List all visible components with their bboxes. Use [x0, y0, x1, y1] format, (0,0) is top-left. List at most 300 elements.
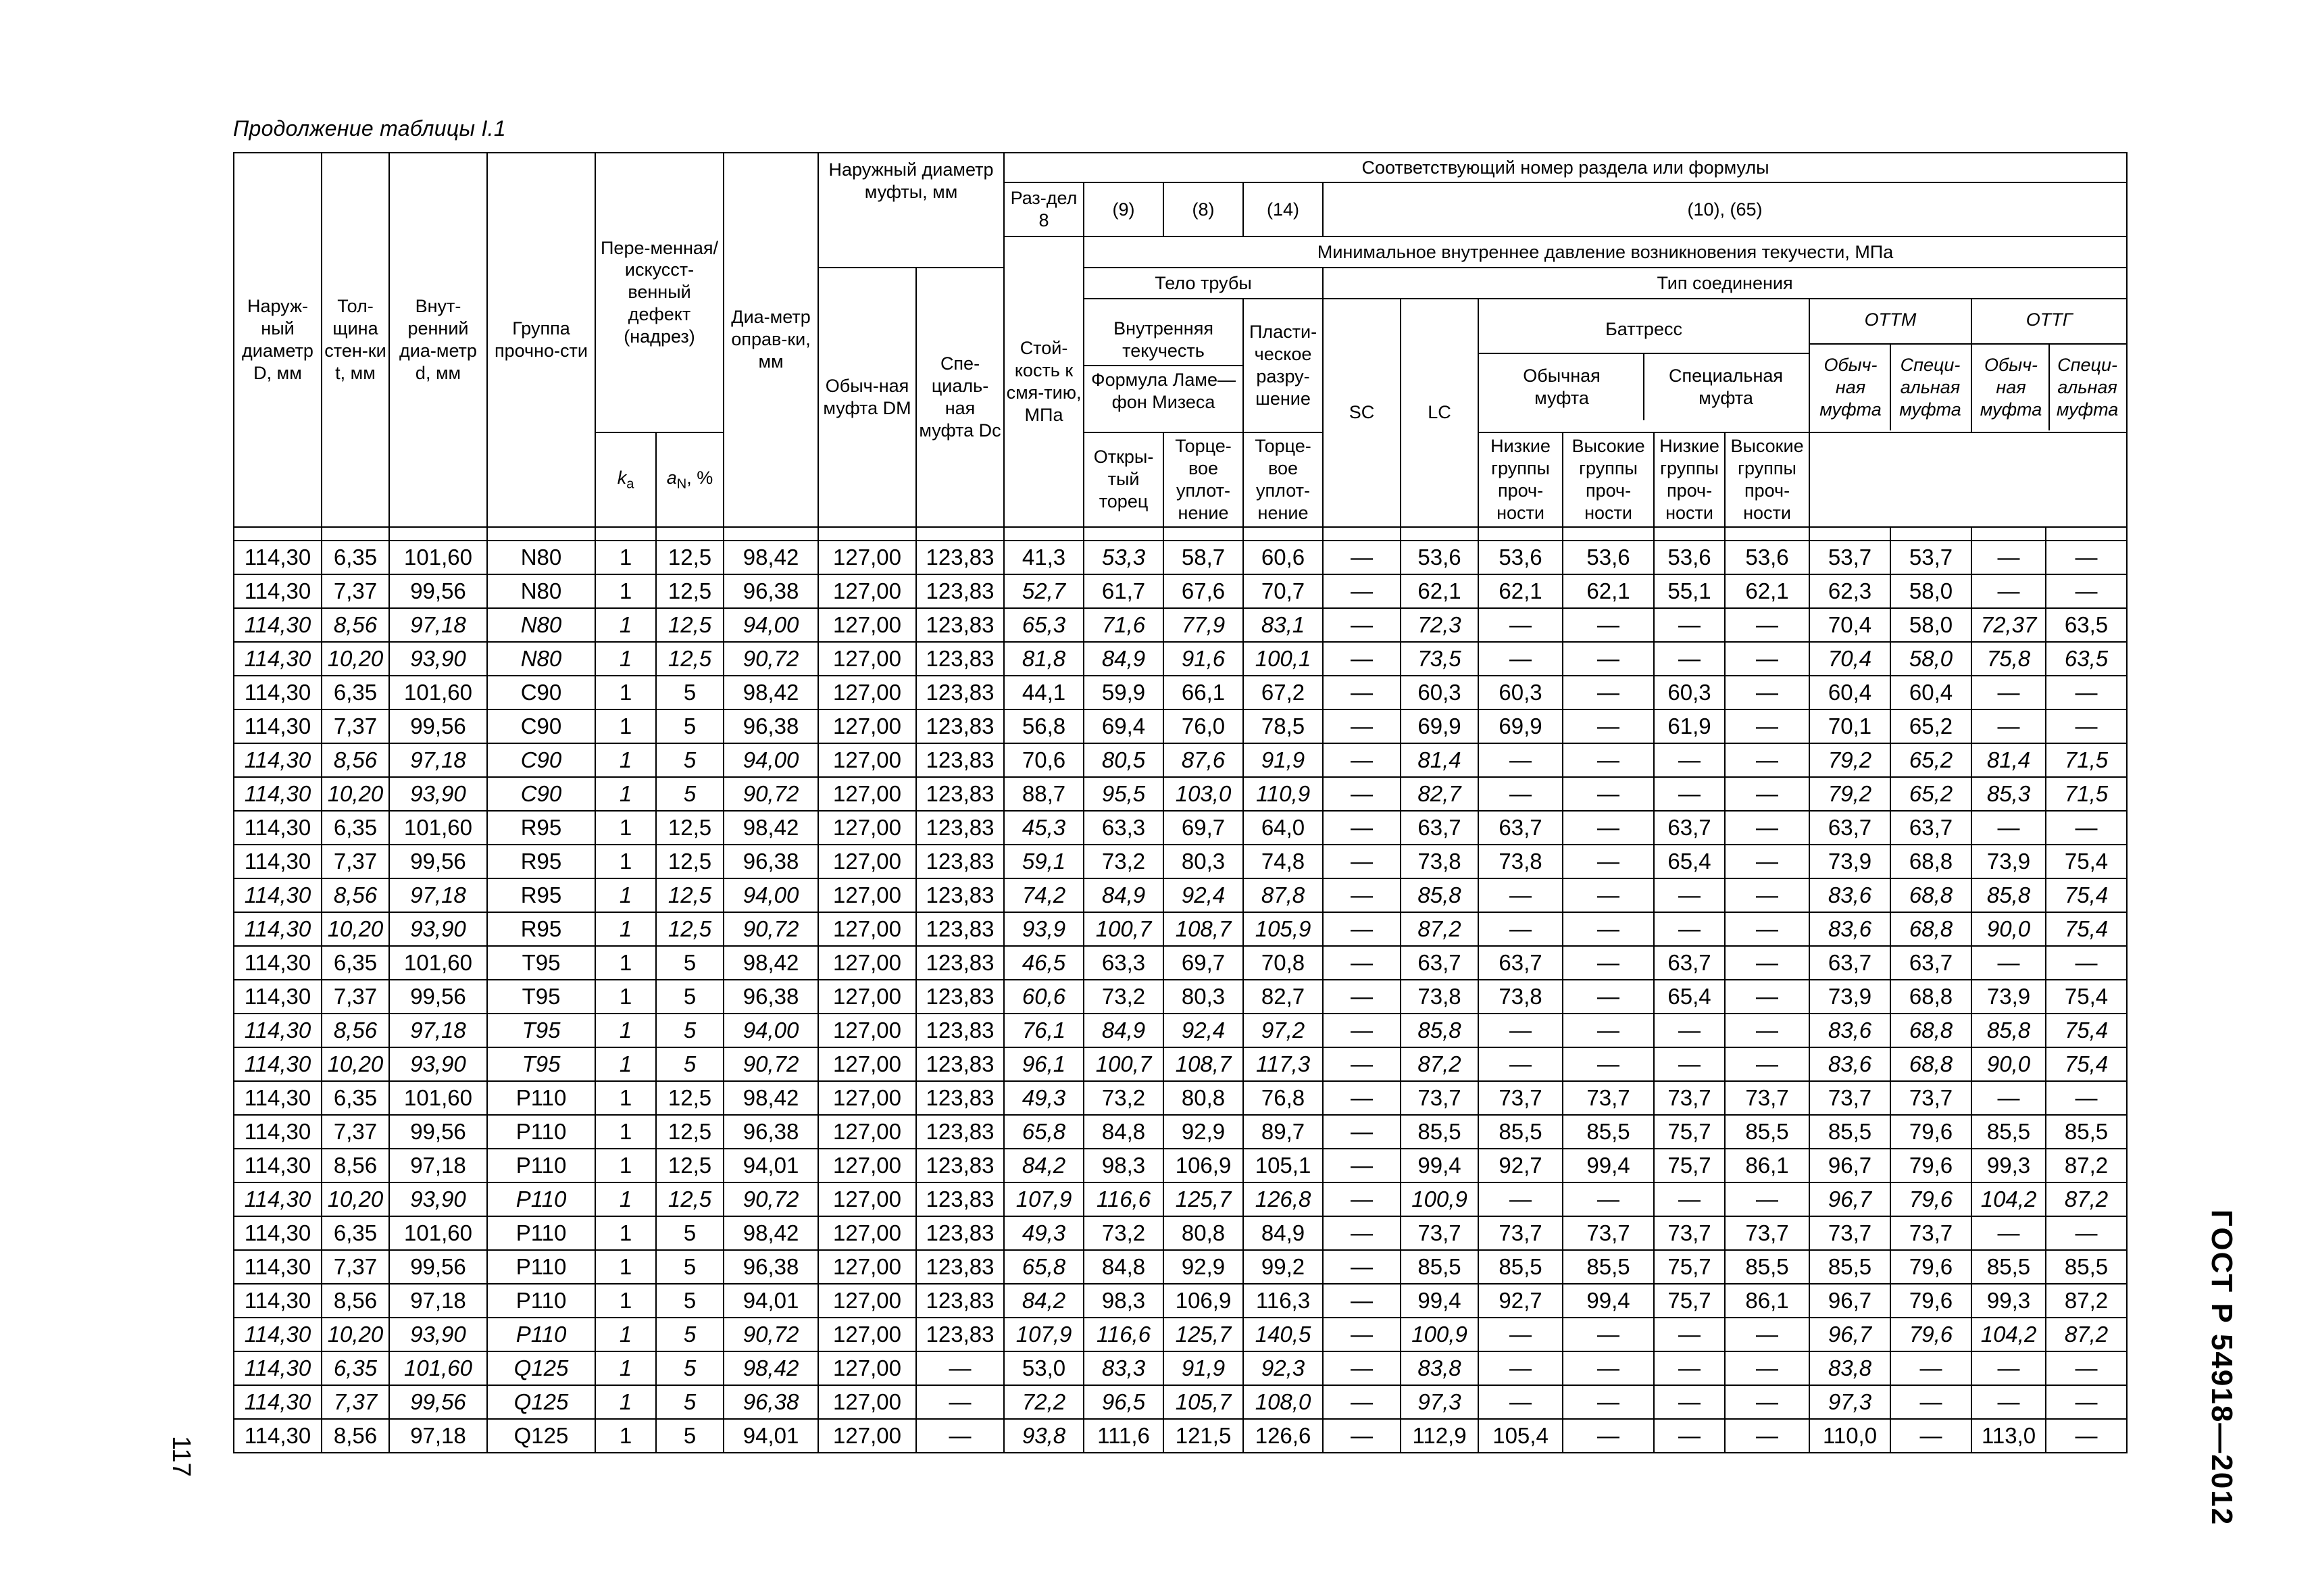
- table-cell: 83,3: [1084, 1351, 1163, 1385]
- table-cell: 1: [595, 541, 656, 574]
- table-cell: 114,30: [234, 1216, 322, 1250]
- table-row: [234, 1385, 2127, 1419]
- table-body: [234, 541, 2127, 1453]
- table-cell: 87,2: [2046, 1149, 2127, 1182]
- table-cell: 10,20: [322, 1318, 389, 1351]
- table-cell: —: [1654, 878, 1725, 912]
- table-cell: 114,30: [234, 642, 322, 676]
- table-cell: 87,2: [1401, 1047, 1478, 1081]
- table-cell: 127,00: [818, 1351, 916, 1385]
- table-cell: 114,30: [234, 1250, 322, 1284]
- table-cell: 73,8: [1478, 980, 1563, 1014]
- table-cell: P110: [487, 1149, 595, 1182]
- table-cell: —: [1478, 777, 1563, 811]
- table-cell: 53,6: [1563, 541, 1654, 574]
- table-cell: 60,3: [1478, 676, 1563, 709]
- table-cell: —: [1478, 642, 1563, 676]
- table-cell: 123,83: [916, 676, 1004, 709]
- header-buttress-label: Баттресс: [1479, 309, 1809, 354]
- table-cell: 114,30: [234, 1047, 322, 1081]
- table-cell: 106,9: [1163, 1284, 1243, 1318]
- table-cell: —: [1654, 1385, 1725, 1419]
- table-cell: T95: [487, 980, 595, 1014]
- table-cell: 93,8: [1004, 1419, 1084, 1453]
- table-cell: 1: [595, 709, 656, 743]
- table-cell: —: [1725, 1014, 1809, 1047]
- table-cell: 8,56: [322, 1419, 389, 1453]
- table-cell: 90,0: [1971, 912, 2046, 946]
- table-cell: —: [1725, 642, 1809, 676]
- table-cell: 1: [595, 743, 656, 777]
- table-cell: 127,00: [818, 574, 916, 608]
- table-cell: 73,7: [1809, 1081, 1890, 1115]
- table-cell: 87,2: [2046, 1182, 2127, 1216]
- table-cell: 6,35: [322, 1081, 389, 1115]
- table-cell: 5: [656, 1385, 724, 1419]
- table-cell: 45,3: [1004, 811, 1084, 845]
- table-cell: —: [1563, 676, 1654, 709]
- header-bt-special-low: Низкие группы проч-ности: [1654, 432, 1725, 527]
- table-cell: 61,9: [1654, 709, 1725, 743]
- table-cell: 97,18: [389, 1149, 487, 1182]
- table-cell: 5: [656, 777, 724, 811]
- table-cell: 114,30: [234, 608, 322, 642]
- table-cell: 83,8: [1809, 1351, 1890, 1385]
- table-cell: 1: [595, 1385, 656, 1419]
- table-cell: 84,9: [1243, 1216, 1323, 1250]
- table-cell: 96,38: [724, 1115, 818, 1149]
- table-cell: 114,30: [234, 1318, 322, 1351]
- table-cell: 73,7: [1809, 1216, 1890, 1250]
- table-cell: 63,7: [1478, 811, 1563, 845]
- table-cell: —: [1563, 1014, 1654, 1047]
- table-cell: 8,56: [322, 1149, 389, 1182]
- table-cell: —: [1890, 1385, 1971, 1419]
- header-internal-yield: [1084, 299, 1243, 432]
- table-cell: 63,3: [1084, 811, 1163, 845]
- table-cell: P110: [487, 1081, 595, 1115]
- table-cell: 126,6: [1243, 1419, 1323, 1453]
- table-cell: —: [1323, 642, 1401, 676]
- table-cell: 12,5: [656, 878, 724, 912]
- table-cell: 98,42: [724, 1216, 818, 1250]
- table-cell: 123,83: [916, 845, 1004, 878]
- table-cell: 58,0: [1890, 574, 1971, 608]
- table-cell: 1: [595, 1115, 656, 1149]
- table-cell: 96,38: [724, 709, 818, 743]
- table-cell: 123,83: [916, 1014, 1004, 1047]
- table-cell: —: [1563, 1351, 1654, 1385]
- table-cell: 99,4: [1401, 1149, 1478, 1182]
- table-cell: 79,6: [1890, 1149, 1971, 1182]
- header-buttress-regular: Обычная муфта: [1480, 354, 1644, 420]
- table-cell: 1: [595, 1318, 656, 1351]
- table-cell: 12,5: [656, 608, 724, 642]
- table-cell: 53,3: [1084, 541, 1163, 574]
- table-cell: —: [2046, 709, 2127, 743]
- table-cell: 123,83: [916, 608, 1004, 642]
- table-cell: 65,3: [1004, 608, 1084, 642]
- table-cell: 90,72: [724, 642, 818, 676]
- header-ottm-label: ОТТМ: [1810, 299, 1971, 345]
- table-cell: 85,8: [1971, 1014, 2046, 1047]
- table-cell: T95: [487, 1047, 595, 1081]
- table-cell: 81,4: [1971, 743, 2046, 777]
- table-cell: —: [1654, 1419, 1725, 1453]
- table-cell: 65,4: [1654, 980, 1725, 1014]
- table-cell: 98,42: [724, 1081, 818, 1115]
- table-cell: 80,8: [1163, 1081, 1243, 1115]
- header-spacer-row: [234, 527, 2127, 541]
- table-cell: N80: [487, 541, 595, 574]
- table-cell: 127,00: [818, 1149, 916, 1182]
- table-cell: —: [1654, 743, 1725, 777]
- table-cell: 110,0: [1809, 1419, 1890, 1453]
- table-cell: 127,00: [818, 1081, 916, 1115]
- table-cell: —: [1323, 1115, 1401, 1149]
- table-cell: 127,00: [818, 1216, 916, 1250]
- table-cell: —: [1725, 946, 1809, 980]
- header-ottg-special: Специ-альная муфта: [2056, 354, 2119, 420]
- table-cell: 49,3: [1004, 1216, 1084, 1250]
- table-cell: —: [1563, 1047, 1654, 1081]
- table-cell: 99,56: [389, 1250, 487, 1284]
- table-cell: 108,7: [1163, 912, 1243, 946]
- table-cell: —: [1971, 541, 2046, 574]
- table-caption: Продолжение таблицы I.1: [233, 116, 506, 141]
- header-drift-diameter: Диа-метр оправ-ки, мм: [724, 153, 818, 527]
- table-cell: —: [1971, 676, 2046, 709]
- table-cell: 97,3: [1401, 1385, 1478, 1419]
- table-cell: 85,5: [1725, 1115, 1809, 1149]
- table-cell: 1: [595, 608, 656, 642]
- header-collapse-resistance: Стой-кость к смя-тию, МПа: [1004, 236, 1084, 527]
- table-cell: 73,8: [1401, 980, 1478, 1014]
- table-cell: 59,1: [1004, 845, 1084, 878]
- table-cell: —: [1725, 845, 1809, 878]
- table-cell: 6,35: [322, 1216, 389, 1250]
- table-cell: 5: [656, 946, 724, 980]
- table-cell: 75,7: [1654, 1250, 1725, 1284]
- table-cell: —: [1563, 912, 1654, 946]
- table-cell: 99,56: [389, 1115, 487, 1149]
- table-cell: 72,37: [1971, 608, 2046, 642]
- table-cell: 68,8: [1890, 980, 1971, 1014]
- table-cell: 62,3: [1809, 574, 1890, 608]
- table-cell: 69,9: [1401, 709, 1478, 743]
- table-cell: 84,2: [1004, 1284, 1084, 1318]
- table-cell: —: [1654, 1014, 1725, 1047]
- table-cell: 7,37: [322, 1250, 389, 1284]
- table-cell: —: [1323, 1014, 1401, 1047]
- header-ottg: [1971, 299, 2127, 432]
- table-cell: —: [1323, 1216, 1401, 1250]
- table-cell: 1: [595, 912, 656, 946]
- table-row: [234, 980, 2127, 1014]
- table-cell: 59,9: [1084, 676, 1163, 709]
- table-cell: 114,30: [234, 1284, 322, 1318]
- table-cell: 94,00: [724, 878, 818, 912]
- table-cell: 75,7: [1654, 1149, 1725, 1182]
- table-cell: R95: [487, 845, 595, 878]
- table-cell: 98,42: [724, 541, 818, 574]
- table-cell: 68,8: [1890, 1047, 1971, 1081]
- table-cell: 10,20: [322, 912, 389, 946]
- table-cell: 60,6: [1004, 980, 1084, 1014]
- table-cell: 123,83: [916, 946, 1004, 980]
- table-cell: 98,42: [724, 946, 818, 980]
- table-cell: 1: [595, 1284, 656, 1318]
- table-cell: 127,00: [818, 878, 916, 912]
- table-cell: —: [1563, 1419, 1654, 1453]
- table-cell: —: [916, 1351, 1004, 1385]
- table-cell: 99,4: [1563, 1149, 1654, 1182]
- table-cell: 8,56: [322, 608, 389, 642]
- table-cell: —: [2046, 1385, 2127, 1419]
- header-regular-coupling: Обыч-ная муфта DM: [818, 268, 916, 527]
- table-cell: 114,30: [234, 980, 322, 1014]
- table-cell: 97,18: [389, 1284, 487, 1318]
- table-cell: N80: [487, 608, 595, 642]
- table-cell: 99,56: [389, 845, 487, 878]
- table-cell: —: [1654, 608, 1725, 642]
- table-cell: 127,00: [818, 811, 916, 845]
- table-cell: 114,30: [234, 777, 322, 811]
- table-cell: —: [1563, 642, 1654, 676]
- table-cell: —: [1725, 1351, 1809, 1385]
- table-cell: 87,8: [1243, 878, 1323, 912]
- table-cell: 81,8: [1004, 642, 1084, 676]
- table-cell: 85,5: [2046, 1250, 2127, 1284]
- table-cell: 10,20: [322, 777, 389, 811]
- table-cell: 104,2: [1971, 1182, 2046, 1216]
- table-cell: 70,7: [1243, 574, 1323, 608]
- table-cell: 114,30: [234, 1385, 322, 1419]
- table-cell: —: [1478, 1318, 1563, 1351]
- table-cell: 97,2: [1243, 1014, 1323, 1047]
- table-cell: 67,2: [1243, 676, 1323, 709]
- table-cell: 7,37: [322, 845, 389, 878]
- table-cell: 69,4: [1084, 709, 1163, 743]
- table-cell: —: [1323, 777, 1401, 811]
- header-end-seal-plastic: Торце-вое уплот-нение: [1243, 432, 1323, 527]
- table-cell: 90,72: [724, 777, 818, 811]
- table-cell: 12,5: [656, 845, 724, 878]
- table-cell: 104,2: [1971, 1318, 2046, 1351]
- table-cell: 46,5: [1004, 946, 1084, 980]
- table-cell: —: [1323, 845, 1401, 878]
- table-row: [234, 743, 2127, 777]
- table-cell: 111,6: [1084, 1419, 1163, 1453]
- table-cell: 125,7: [1163, 1318, 1243, 1351]
- table-cell: 73,2: [1084, 1081, 1163, 1115]
- table-cell: 93,90: [389, 1182, 487, 1216]
- table-cell: 63,7: [1890, 811, 1971, 845]
- table-cell: 66,1: [1163, 676, 1243, 709]
- table-cell: 85,5: [1971, 1115, 2046, 1149]
- table-cell: —: [1478, 912, 1563, 946]
- table-cell: 68,8: [1890, 845, 1971, 878]
- table-cell: 98,42: [724, 1351, 818, 1385]
- table-cell: 53,6: [1654, 541, 1725, 574]
- table-cell: 80,3: [1163, 980, 1243, 1014]
- table-cell: 123,83: [916, 1216, 1004, 1250]
- table-cell: 87,2: [2046, 1284, 2127, 1318]
- table-cell: —: [1654, 912, 1725, 946]
- table-cell: 94,00: [724, 608, 818, 642]
- table-cell: 114,30: [234, 1149, 322, 1182]
- table-cell: 90,0: [1971, 1047, 2046, 1081]
- table-cell: 114,30: [234, 811, 322, 845]
- table-cell: 96,5: [1084, 1385, 1163, 1419]
- table-cell: 123,83: [916, 912, 1004, 946]
- table-cell: 75,4: [2046, 980, 2127, 1014]
- table-cell: 73,2: [1084, 845, 1163, 878]
- header-internal-yield-label: Внутренняя текучесть: [1084, 318, 1242, 366]
- table-cell: —: [1654, 1318, 1725, 1351]
- table-cell: 62,1: [1563, 574, 1654, 608]
- table-cell: 85,5: [1809, 1115, 1890, 1149]
- table-cell: 73,7: [1725, 1081, 1809, 1115]
- table-cell: 44,1: [1004, 676, 1084, 709]
- table-cell: 1: [595, 878, 656, 912]
- table-cell: 84,8: [1084, 1250, 1163, 1284]
- header-end-seal: Торце-вое уплот-нение: [1163, 432, 1243, 527]
- table-cell: —: [2046, 541, 2127, 574]
- table-cell: 63,3: [1084, 946, 1163, 980]
- table-cell: C90: [487, 777, 595, 811]
- table-cell: 107,9: [1004, 1182, 1084, 1216]
- table-cell: 64,0: [1243, 811, 1323, 845]
- table-cell: 62,1: [1401, 574, 1478, 608]
- table-cell: 127,00: [818, 1047, 916, 1081]
- table-cell: —: [1563, 946, 1654, 980]
- table-cell: —: [916, 1385, 1004, 1419]
- table-cell: 91,6: [1163, 642, 1243, 676]
- table-cell: —: [1478, 1385, 1563, 1419]
- header-sc: SC: [1323, 299, 1401, 527]
- header-bt-regular-high: Высокие группы проч-ности: [1563, 432, 1654, 527]
- table-cell: 106,9: [1163, 1149, 1243, 1182]
- table-cell: 126,8: [1243, 1182, 1323, 1216]
- table-cell: —: [1563, 811, 1654, 845]
- table-cell: 1: [595, 1182, 656, 1216]
- table-cell: 127,00: [818, 980, 916, 1014]
- table-cell: —: [1323, 676, 1401, 709]
- table-cell: —: [1478, 878, 1563, 912]
- table-cell: 127,00: [818, 743, 916, 777]
- header-buttress-special: Специальная муфта: [1668, 366, 1784, 409]
- table-cell: —: [1725, 912, 1809, 946]
- table-cell: 65,2: [1890, 743, 1971, 777]
- table-cell: —: [1323, 709, 1401, 743]
- table-cell: 100,9: [1401, 1318, 1478, 1351]
- table-cell: 85,5: [1478, 1115, 1563, 1149]
- table-cell: 60,4: [1890, 676, 1971, 709]
- table-cell: 1: [595, 1216, 656, 1250]
- table-cell: 84,9: [1084, 878, 1163, 912]
- header-inner-diameter: Внут-ренний диа-метр d, мм: [389, 153, 487, 527]
- header-lc: LC: [1401, 299, 1478, 527]
- table-cell: 96,7: [1809, 1284, 1890, 1318]
- table-cell: 75,4: [2046, 845, 2127, 878]
- table-cell: —: [1725, 608, 1809, 642]
- table-cell: —: [1323, 912, 1401, 946]
- table-cell: 85,8: [1971, 878, 2046, 912]
- table-cell: 65,2: [1890, 709, 1971, 743]
- table-cell: 123,83: [916, 574, 1004, 608]
- table-row: [234, 1351, 2127, 1385]
- header-buttress: [1478, 299, 1809, 432]
- table-cell: 12,5: [656, 1081, 724, 1115]
- header-open-end: Откры-тый торец: [1084, 432, 1163, 527]
- table-cell: 5: [656, 1250, 724, 1284]
- table-cell: —: [1323, 743, 1401, 777]
- table-row: [234, 878, 2127, 912]
- table-row: [234, 1284, 2127, 1318]
- table-cell: 1: [595, 1351, 656, 1385]
- table-cell: 5: [656, 1351, 724, 1385]
- header-ottm-regular: Обыч-ная муфта: [1811, 345, 1891, 430]
- table-cell: 72,2: [1004, 1385, 1084, 1419]
- table-cell: 99,56: [389, 980, 487, 1014]
- table-cell: 123,83: [916, 811, 1004, 845]
- table-cell: 12,5: [656, 541, 724, 574]
- table-cell: —: [1563, 980, 1654, 1014]
- table-cell: —: [1725, 1182, 1809, 1216]
- table-cell: 53,7: [1890, 541, 1971, 574]
- table-cell: 127,00: [818, 1318, 916, 1351]
- table-cell: 63,5: [2046, 642, 2127, 676]
- table-cell: 69,7: [1163, 811, 1243, 845]
- table-cell: —: [1323, 946, 1401, 980]
- table-cell: 63,5: [2046, 608, 2127, 642]
- table-cell: 67,6: [1163, 574, 1243, 608]
- table-cell: 96,38: [724, 1250, 818, 1284]
- table-cell: —: [1971, 709, 2046, 743]
- header-defect: Пере-менная/ искусст-венный дефект (надрез): [595, 153, 724, 432]
- table-cell: —: [1563, 1318, 1654, 1351]
- table-cell: 114,30: [234, 541, 322, 574]
- table-cell: 69,7: [1163, 946, 1243, 980]
- table-cell: 70,4: [1809, 608, 1890, 642]
- table-cell: —: [1478, 1182, 1563, 1216]
- table-cell: 127,00: [818, 946, 916, 980]
- table-cell: 112,9: [1401, 1419, 1478, 1453]
- table-cell: 97,18: [389, 1014, 487, 1047]
- table-cell: 140,5: [1243, 1318, 1323, 1351]
- table-cell: 85,5: [1971, 1250, 2046, 1284]
- table-cell: 5: [656, 709, 724, 743]
- table-cell: 123,83: [916, 1115, 1004, 1149]
- table-cell: 127,00: [818, 1182, 916, 1216]
- table-cell: 91,9: [1163, 1351, 1243, 1385]
- table-cell: 127,00: [818, 642, 916, 676]
- header-connection-type: Тип соединения: [1323, 268, 2127, 299]
- header-ottm-ottg-spacer: [1809, 432, 2127, 527]
- table-cell: 103,0: [1163, 777, 1243, 811]
- table-cell: 127,00: [818, 1385, 916, 1419]
- table-cell: 85,5: [1809, 1250, 1890, 1284]
- table-cell: 62,1: [1478, 574, 1563, 608]
- table-cell: 73,5: [1401, 642, 1478, 676]
- table-cell: 123,83: [916, 1081, 1004, 1115]
- table-cell: 85,5: [1401, 1250, 1478, 1284]
- table-cell: 65,4: [1654, 845, 1725, 878]
- table-cell: 53,6: [1478, 541, 1563, 574]
- table-cell: 114,30: [234, 912, 322, 946]
- table-cell: 85,3: [1971, 777, 2046, 811]
